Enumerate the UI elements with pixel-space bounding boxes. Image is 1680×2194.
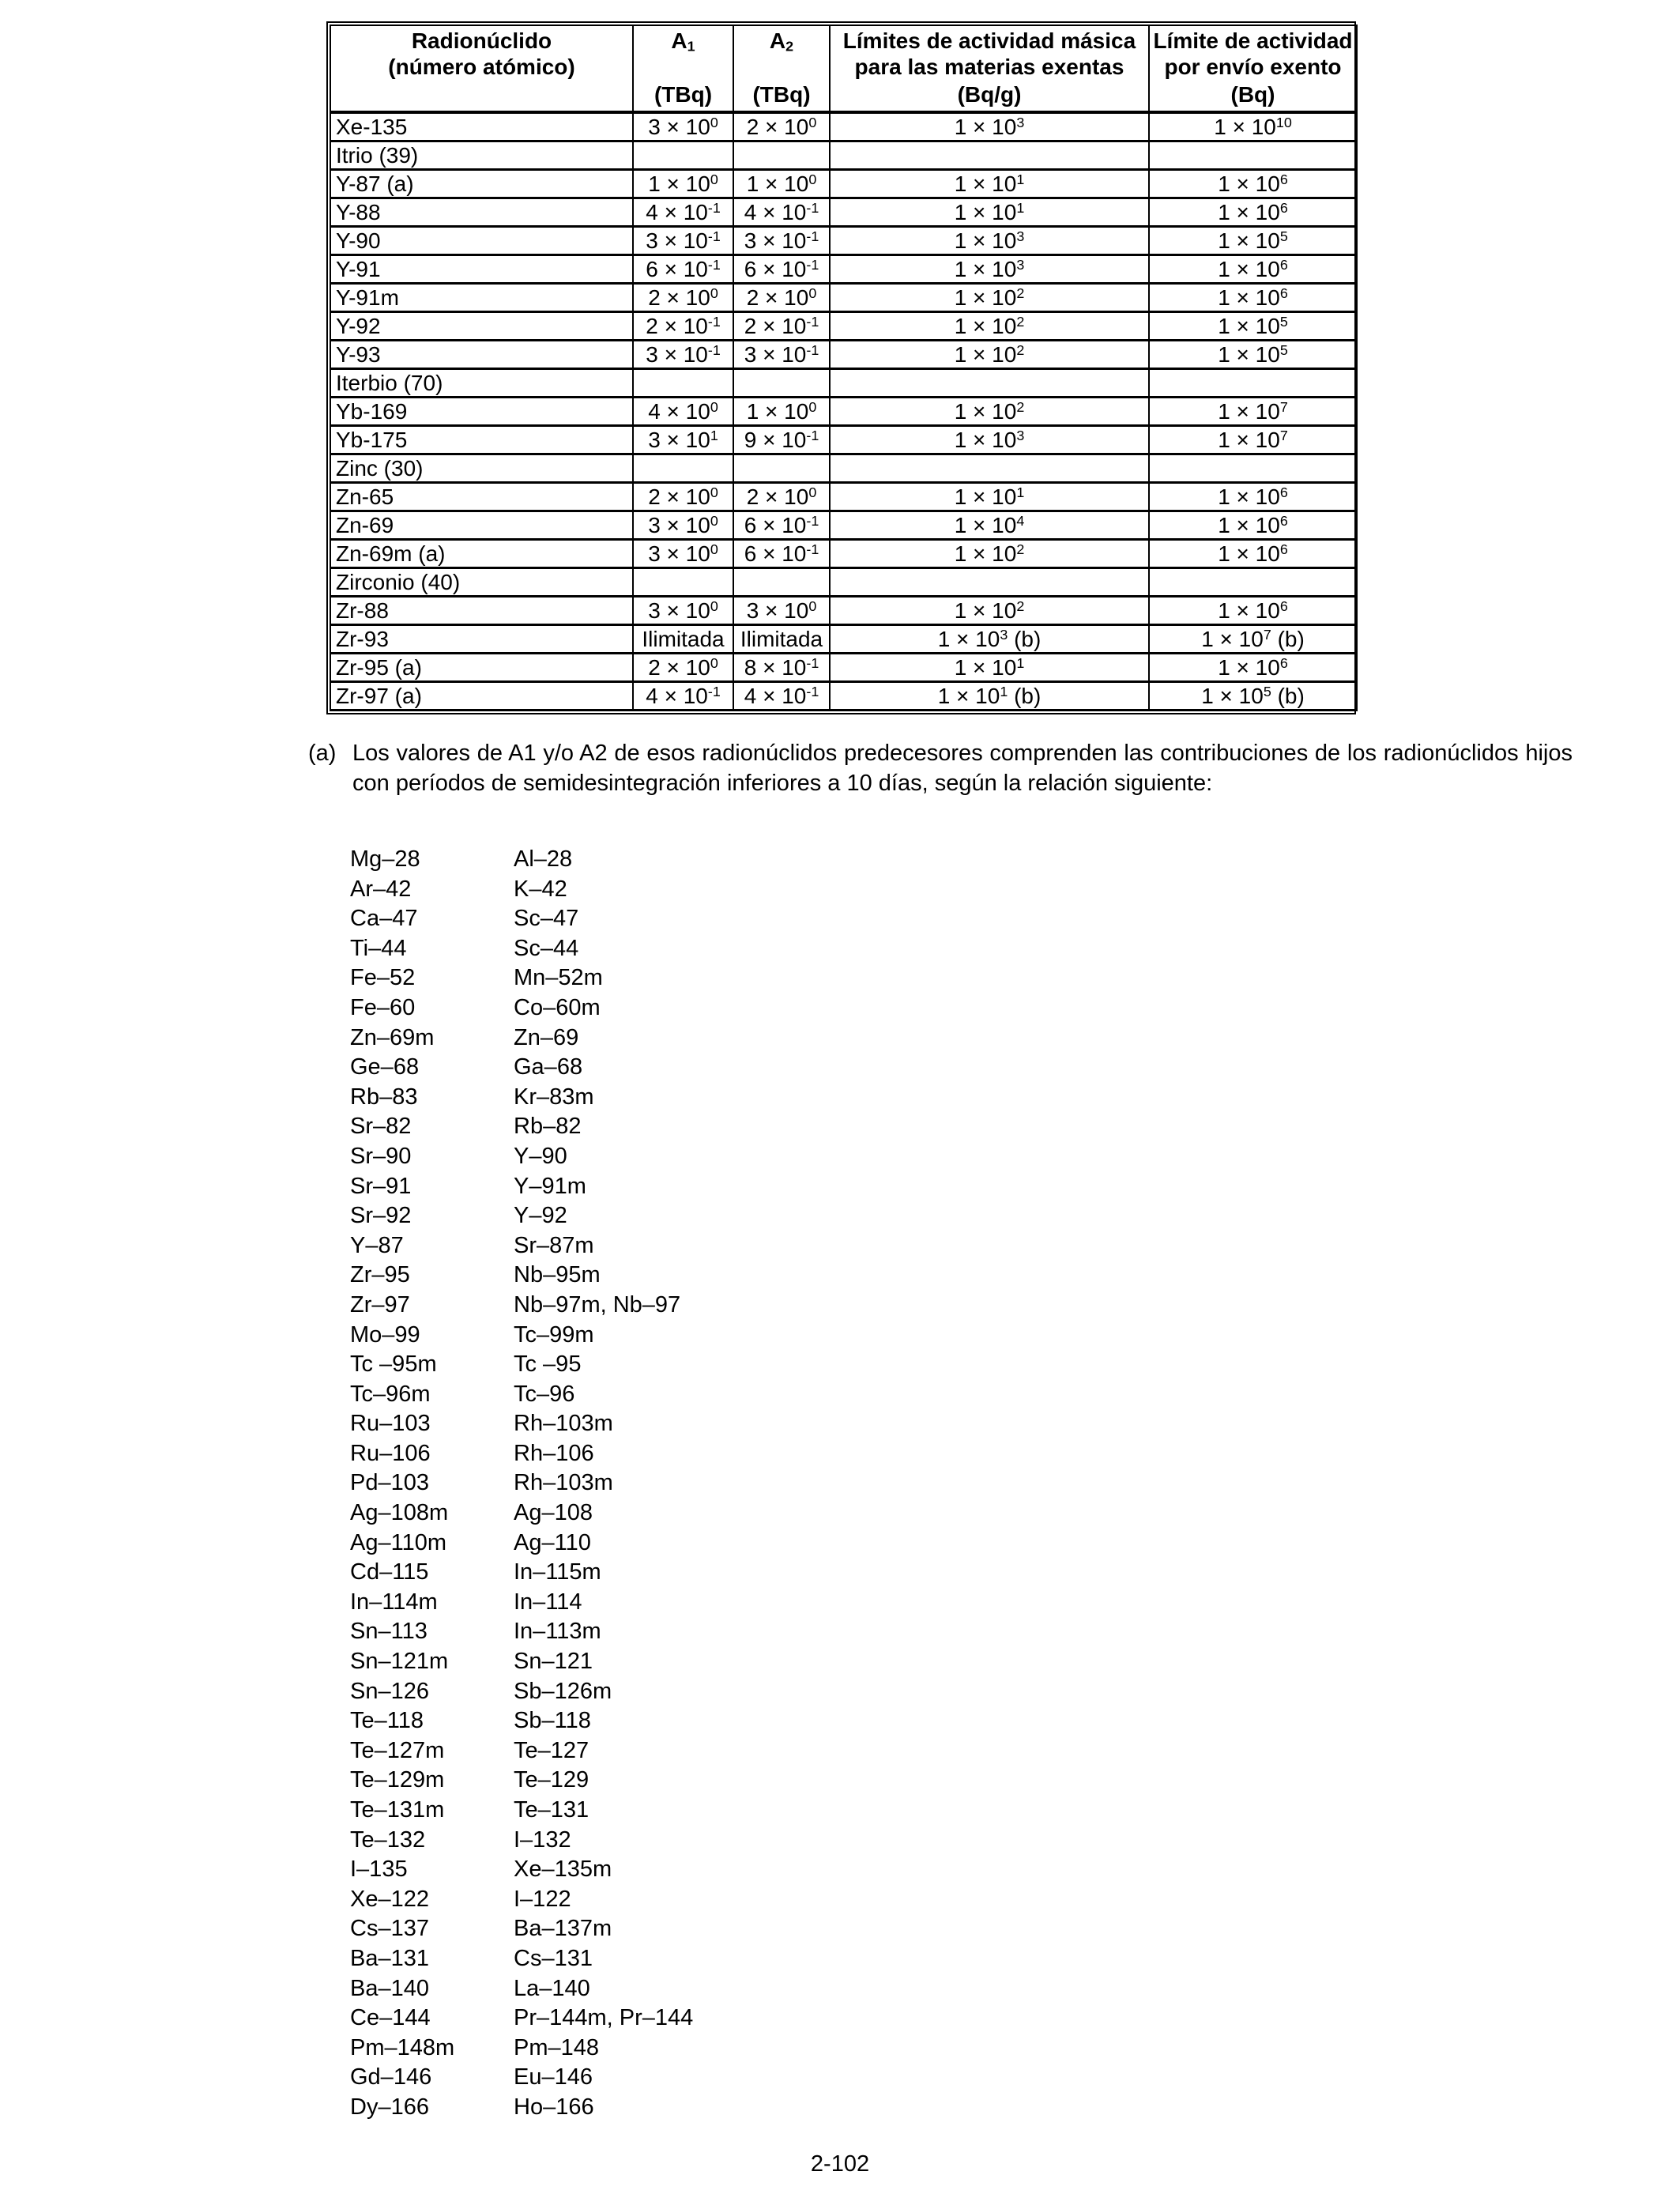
exempt-concentration-cell [830, 369, 1149, 398]
pair-row [350, 1291, 693, 1321]
footnote-label: (a) [308, 741, 337, 766]
daughter-nuclide: In–114 [514, 1589, 582, 1615]
a2-cell: $8 \times 10^{-1}$ [733, 654, 830, 682]
daughter-nuclide: Te–129 [514, 1767, 590, 1793]
parent-nuclide: Xe–122 [350, 1886, 429, 1912]
pair-row [350, 904, 693, 934]
a2-cell: $9 \times 10^{-1}$ [733, 426, 830, 454]
exempt-consignment-cell: $1 \times 10^7$ (b) [1149, 625, 1357, 654]
a1-cell: $2 \times 10^0$ [633, 483, 733, 511]
parent-nuclide: Sr–91 [350, 1173, 412, 1199]
parent-nuclide: Te–127m [350, 1737, 445, 1763]
table-row [330, 227, 1357, 255]
header-exempt-concentration-unit: (Bq/g) [957, 82, 1022, 107]
daughter-nuclide: La–140 [514, 1975, 590, 2001]
header-a1 [633, 25, 733, 112]
a2-cell: $2 \times 10^0$ [733, 284, 830, 312]
daughter-nuclide: Eu–146 [514, 2064, 593, 2090]
exempt-concentration-cell: $1 \times 10^2$ [830, 398, 1149, 426]
exempt-consignment-cell: $1 \times 10^5$ [1149, 227, 1357, 255]
table-row [330, 398, 1357, 426]
pair-row [350, 1885, 693, 1915]
exempt-concentration-cell: $1 \times 10^2$ [830, 284, 1149, 312]
radionuclide-cell: Y-91 [330, 255, 633, 284]
daughter-nuclide: Sc–44 [514, 935, 579, 961]
a1-cell: $1 \times 10^0$ [633, 170, 733, 198]
parent-nuclide: Ru–106 [350, 1440, 431, 1466]
pair-row [350, 1914, 693, 1944]
parent-nuclide: Te–132 [350, 1826, 426, 1853]
exemption-limits-table [326, 21, 1356, 714]
a1-cell [633, 369, 733, 398]
radionuclide-cell: Y-90 [330, 227, 633, 255]
daughter-nuclide: In–115m [514, 1559, 601, 1585]
pair-row [350, 1498, 693, 1529]
radionuclide-cell: Zn-69 [330, 511, 633, 540]
a1-cell: $2 \times 10^0$ [633, 654, 733, 682]
a2-cell: $1 \times 10^0$ [733, 398, 830, 426]
exempt-concentration-cell: $1 \times 10^1$ [830, 170, 1149, 198]
pair-row [350, 1736, 693, 1766]
a2-cell: $1 \times 10^0$ [733, 170, 830, 198]
a2-cell: $3 \times 10^{-1}$ [733, 341, 830, 369]
table-row [330, 426, 1357, 454]
exempt-consignment-cell: $1 \times 10^{10}$ [1149, 112, 1357, 141]
element-group-row [330, 141, 1357, 170]
parent-nuclide: Cs–137 [350, 1916, 429, 1942]
daughter-nuclide: Ho–166 [514, 2094, 594, 2120]
parent-nuclide: Ag–110m [350, 1529, 446, 1555]
parent-nuclide: Sn–126 [350, 1678, 429, 1704]
header-exempt-consignment-line2: por envío exento [1164, 55, 1342, 79]
daughter-nuclide: Nb–95m [514, 1262, 601, 1288]
daughter-nuclide: Xe–135m [514, 1857, 612, 1883]
pair-row [350, 1201, 693, 1231]
parent-nuclide: Mg–28 [350, 846, 420, 872]
daughter-nuclide: Y–90 [514, 1143, 567, 1169]
a2-cell: $4 \times 10^{-1}$ [733, 198, 830, 227]
radionuclide-cell: Xe-135 [330, 112, 633, 141]
pair-row [350, 1083, 693, 1113]
a2-cell: $3 \times 10^0$ [733, 597, 830, 625]
header-a2-unit: (TBq) [752, 82, 811, 107]
table-row [330, 511, 1357, 540]
pair-row [350, 1053, 693, 1083]
parent-nuclide: Te–129m [350, 1767, 445, 1793]
daughter-nuclide: Y–91m [514, 1173, 586, 1199]
a1-cell: $3 \times 10^1$ [633, 426, 733, 454]
pair-row [350, 2063, 693, 2093]
parent-nuclide: Mo–99 [350, 1321, 420, 1348]
radionuclide-cell: Zr-93 [330, 625, 633, 654]
pair-row [350, 1380, 693, 1410]
header-exempt-consignment-line1: Límite de actividad [1153, 28, 1353, 53]
exempt-concentration-cell: $1 \times 10^3$ [830, 227, 1149, 255]
a2-cell [733, 454, 830, 483]
a1-cell: $3 \times 10^0$ [633, 112, 733, 141]
exempt-concentration-cell: $1 \times 10^1$ [830, 654, 1149, 682]
pair-row [350, 2093, 693, 2123]
parent-nuclide: Ge–68 [350, 1054, 420, 1080]
header-exempt-consignment [1149, 25, 1357, 112]
exempt-consignment-cell: $1 \times 10^6$ [1149, 284, 1357, 312]
a1-cell: $2 \times 10^0$ [633, 284, 733, 312]
daughter-nuclide: Pr–144m, Pr–144 [514, 2005, 694, 2031]
a2-cell: $2 \times 10^0$ [733, 112, 830, 141]
a2-cell [733, 568, 830, 597]
pair-row [350, 1112, 693, 1142]
pair-row [350, 2004, 693, 2034]
parent-nuclide: Y–87 [350, 1232, 404, 1258]
exempt-consignment-cell: $1 \times 10^6$ [1149, 255, 1357, 284]
pair-row [350, 1409, 693, 1439]
a2-cell: $2 \times 10^{-1}$ [733, 312, 830, 341]
radionuclide-cell: Zirconio (40) [330, 568, 633, 597]
daughter-nuclide: Zn–69 [514, 1024, 579, 1050]
parent-nuclide: Rb–83 [350, 1084, 418, 1110]
parent-nuclide: Gd–146 [350, 2064, 432, 2090]
pair-row [350, 993, 693, 1023]
pair-row [350, 1796, 693, 1826]
a1-cell: $4 \times 10^{-1}$ [633, 682, 733, 711]
radionuclide-cell: Zn-69m (a) [330, 540, 633, 568]
daughter-nuclide: I–132 [514, 1826, 571, 1853]
parent-nuclide: Pm–148m [350, 2034, 455, 2060]
a1-cell: $4 \times 10^0$ [633, 398, 733, 426]
daughter-nuclide: Ag–108 [514, 1500, 593, 1526]
parent-nuclide: Cd–115 [350, 1559, 429, 1585]
pair-row [350, 1677, 693, 1707]
pair-row [350, 1855, 693, 1885]
exempt-concentration-cell: $1 \times 10^1$ [830, 198, 1149, 227]
parent-nuclide: Ag–108m [350, 1500, 449, 1526]
daughter-nuclide: Sc–47 [514, 906, 579, 932]
a1-cell [633, 141, 733, 170]
page-number: 2-102 [810, 2151, 870, 2177]
a1-cell: Ilimitada [633, 625, 733, 654]
daughter-nuclide: Kr–83m [514, 1084, 594, 1110]
exempt-consignment-cell: $1 \times 10^7$ [1149, 426, 1357, 454]
pair-row [350, 934, 693, 964]
header-exempt-concentration-line1: Límites de actividad másica [842, 28, 1136, 53]
exempt-concentration-cell: $1 \times 10^2$ [830, 540, 1149, 568]
exempt-concentration-cell: $1 \times 10^3$ (b) [830, 625, 1149, 654]
radionuclide-table [330, 25, 1358, 711]
a1-cell [633, 454, 733, 483]
parent-nuclide: Zr–95 [350, 1262, 410, 1288]
daughter-nuclide: Rh–103m [514, 1470, 613, 1496]
exempt-concentration-cell: $1 \times 10^1$ [830, 483, 1149, 511]
header-exempt-consignment-unit: (Bq) [1230, 82, 1275, 107]
table-row [330, 625, 1357, 654]
exempt-concentration-cell [830, 141, 1149, 170]
a2-cell: $6 \times 10^{-1}$ [733, 540, 830, 568]
daughter-nuclide: Sr–87m [514, 1232, 594, 1258]
radionuclide-cell: Zr-88 [330, 597, 633, 625]
header-exempt-concentration [830, 25, 1149, 112]
exempt-consignment-cell: $1 \times 10^6$ [1149, 483, 1357, 511]
header-a1-label: $A_1$ [671, 28, 695, 55]
exempt-concentration-cell: $1 \times 10^1$ (b) [830, 682, 1149, 711]
header-a2-label: $A_2$ [769, 28, 794, 55]
daughter-nuclide: Tc–96 [514, 1381, 575, 1407]
parent-nuclide: Tc–96m [350, 1381, 431, 1407]
daughter-nuclide: Te–127 [514, 1737, 590, 1763]
parent-nuclide: Ba–140 [350, 1975, 429, 2001]
a2-cell: $3 \times 10^{-1}$ [733, 227, 830, 255]
a2-cell: $6 \times 10^{-1}$ [733, 511, 830, 540]
daughter-nuclide: Pm–148 [514, 2034, 600, 2060]
pair-row [350, 1826, 693, 1856]
pair-row [350, 1944, 693, 1974]
pair-row [350, 845, 693, 875]
exempt-consignment-cell: $1 \times 10^5$ [1149, 312, 1357, 341]
parent-nuclide: Sr–92 [350, 1203, 412, 1229]
a1-cell: $3 \times 10^{-1}$ [633, 341, 733, 369]
pair-row [350, 1588, 693, 1618]
table-row [330, 255, 1357, 284]
parent-nuclide: Zn–69m [350, 1024, 435, 1050]
radionuclide-cell: Y-88 [330, 198, 633, 227]
daughter-nuclide: I–122 [514, 1886, 571, 1912]
parent-nuclide: I–135 [350, 1857, 408, 1883]
pair-row [350, 1468, 693, 1498]
pair-row [350, 2034, 693, 2064]
element-group-row [330, 568, 1357, 597]
daughter-nuclide: Ag–110 [514, 1529, 591, 1555]
header-radionuclide-line1: Radionúclido [411, 28, 552, 53]
exempt-consignment-cell: $1 \times 10^6$ [1149, 198, 1357, 227]
radionuclide-cell: Y-92 [330, 312, 633, 341]
a1-cell: $3 \times 10^0$ [633, 540, 733, 568]
daughter-nuclide: Mn–52m [514, 965, 603, 991]
parent-nuclide: Sr–82 [350, 1114, 412, 1140]
parent-nuclide: Ba–131 [350, 1945, 429, 1971]
table-row [330, 284, 1357, 312]
table-row [330, 654, 1357, 682]
parent-nuclide: Te–131m [350, 1797, 445, 1823]
exempt-consignment-cell: $1 \times 10^6$ [1149, 511, 1357, 540]
pair-row [350, 1706, 693, 1736]
parent-nuclide: Te–118 [350, 1708, 424, 1734]
a1-cell: $4 \times 10^{-1}$ [633, 198, 733, 227]
radionuclide-cell: Zinc (30) [330, 454, 633, 483]
radionuclide-cell: Y-93 [330, 341, 633, 369]
exempt-consignment-cell: $1 \times 10^6$ [1149, 540, 1357, 568]
footnote-a [308, 738, 1573, 798]
pair-row [350, 1766, 693, 1796]
header-radionuclide-line2: (número atómico) [388, 55, 575, 79]
header-exempt-concentration-line2: para las materias exentas [854, 55, 1124, 79]
table-row [330, 170, 1357, 198]
pair-row [350, 1321, 693, 1351]
daughter-nuclide: Te–131 [514, 1797, 590, 1823]
exempt-consignment-cell: $1 \times 10^7$ [1149, 398, 1357, 426]
a2-cell: $4 \times 10^{-1}$ [733, 682, 830, 711]
parent-nuclide: Ce–144 [350, 2005, 431, 2031]
a2-cell [733, 141, 830, 170]
parent-nuclide: Fe–52 [350, 965, 416, 991]
daughter-nuclide: Co–60m [514, 994, 601, 1020]
exempt-concentration-cell: $1 \times 10^2$ [830, 341, 1149, 369]
header-a2 [733, 25, 830, 112]
element-group-row [330, 454, 1357, 483]
exempt-concentration-cell: $1 \times 10^2$ [830, 597, 1149, 625]
daughter-nuclide: Rh–103m [514, 1411, 613, 1437]
daughter-nuclide: Rb–82 [514, 1114, 582, 1140]
a1-cell: $6 \times 10^{-1}$ [633, 255, 733, 284]
parent-nuclide: Pd–103 [350, 1470, 429, 1496]
radionuclide-cell: Yb-175 [330, 426, 633, 454]
parent-nuclide: Sn–113 [350, 1619, 428, 1645]
pair-row [350, 1558, 693, 1588]
pair-row [350, 1023, 693, 1054]
daughter-nuclide: Rh–106 [514, 1440, 594, 1466]
header-radionuclide [330, 25, 633, 112]
radionuclide-cell: Zn-65 [330, 483, 633, 511]
pair-row [350, 1231, 693, 1261]
pair-row [350, 1350, 693, 1380]
parent-nuclide: Tc –95m [350, 1351, 437, 1378]
daughter-nuclide: Sn–121 [514, 1649, 593, 1675]
table-row [330, 483, 1357, 511]
exempt-concentration-cell [830, 454, 1149, 483]
exempt-concentration-cell: $1 \times 10^3$ [830, 255, 1149, 284]
parent-nuclide: Ti–44 [350, 935, 407, 961]
exempt-consignment-cell: $1 \times 10^5$ (b) [1149, 682, 1357, 711]
parent-nuclide: Fe–60 [350, 994, 416, 1020]
pair-row [350, 1261, 693, 1291]
table-row [330, 312, 1357, 341]
pair-row [350, 1142, 693, 1172]
a1-cell: $3 \times 10^0$ [633, 511, 733, 540]
exempt-consignment-cell: $1 \times 10^6$ [1149, 170, 1357, 198]
parent-nuclide: Ar–42 [350, 876, 412, 902]
table-row [330, 341, 1357, 369]
radionuclide-cell: Yb-169 [330, 398, 633, 426]
parent-nuclide: Sr–90 [350, 1143, 412, 1169]
header-a1-unit: (TBq) [654, 82, 713, 107]
daughter-nuclide: Tc–99m [514, 1321, 594, 1348]
parent-nuclide: Dy–166 [350, 2094, 429, 2120]
pair-row [350, 1439, 693, 1469]
daughter-nuclide: Sb–118 [514, 1708, 591, 1734]
footnote-text: Los valores de A1 y/o A2 de esos radionúclidos predecesores comprenden las contribuciones de los radionúclidos hijos con períodos de semidesintegración inferiores a 10 días, según la relación siguiente: [352, 741, 1573, 796]
parent-nuclide: Sn–121m [350, 1649, 449, 1675]
pair-row [350, 1647, 693, 1677]
pair-row [350, 1617, 693, 1647]
a1-cell: $2 \times 10^{-1}$ [633, 312, 733, 341]
pair-row [350, 1529, 693, 1559]
table-row [330, 112, 1357, 141]
radionuclide-cell: Y-87 (a) [330, 170, 633, 198]
exempt-consignment-cell [1149, 369, 1357, 398]
exempt-consignment-cell [1149, 568, 1357, 597]
nuclide-pairs-list [350, 845, 693, 2123]
table-row [330, 198, 1357, 227]
parent-nuclide: Ca–47 [350, 906, 418, 932]
a2-cell [733, 369, 830, 398]
exempt-consignment-cell [1149, 141, 1357, 170]
a1-cell: $3 \times 10^0$ [633, 597, 733, 625]
pair-row [350, 1974, 693, 2004]
parent-nuclide: In–114m [350, 1589, 438, 1615]
exempt-consignment-cell: $1 \times 10^6$ [1149, 654, 1357, 682]
daughter-nuclide: Ba–137m [514, 1916, 612, 1942]
radionuclide-cell: Iterbio (70) [330, 369, 633, 398]
exempt-consignment-cell: $1 \times 10^5$ [1149, 341, 1357, 369]
daughter-nuclide: Cs–131 [514, 1945, 593, 1971]
daughter-nuclide: Tc –95 [514, 1351, 582, 1378]
daughter-nuclide: Nb–97m, Nb–97 [514, 1291, 681, 1318]
exempt-concentration-cell: $1 \times 10^3$ [830, 426, 1149, 454]
parent-nuclide: Ru–103 [350, 1411, 431, 1437]
parent-nuclide: Zr–97 [350, 1291, 410, 1318]
exempt-concentration-cell: $1 \times 10^3$ [830, 112, 1149, 141]
exempt-concentration-cell [830, 568, 1149, 597]
daughter-nuclide: In–113m [514, 1619, 601, 1645]
pair-row [350, 963, 693, 993]
exempt-concentration-cell: $1 \times 10^4$ [830, 511, 1149, 540]
radionuclide-cell: Zr-95 (a) [330, 654, 633, 682]
pair-row [350, 1172, 693, 1202]
a2-cell: $2 \times 10^0$ [733, 483, 830, 511]
exempt-consignment-cell [1149, 454, 1357, 483]
daughter-nuclide: Y–92 [514, 1203, 567, 1229]
daughter-nuclide: Al–28 [514, 846, 573, 872]
daughter-nuclide: Ga–68 [514, 1054, 583, 1080]
a2-cell: Ilimitada [733, 625, 830, 654]
daughter-nuclide: K–42 [514, 876, 567, 902]
daughter-nuclide: Sb–126m [514, 1678, 612, 1704]
a1-cell [633, 568, 733, 597]
exempt-consignment-cell: $1 \times 10^6$ [1149, 597, 1357, 625]
table-row [330, 597, 1357, 625]
element-group-row [330, 369, 1357, 398]
a2-cell: $6 \times 10^{-1}$ [733, 255, 830, 284]
table-row [330, 682, 1357, 711]
radionuclide-cell: Y-91m [330, 284, 633, 312]
exempt-concentration-cell: $1 \times 10^2$ [830, 312, 1149, 341]
radionuclide-cell: Zr-97 (a) [330, 682, 633, 711]
table-header-row [330, 25, 1357, 112]
a1-cell: $3 \times 10^{-1}$ [633, 227, 733, 255]
pair-row [350, 875, 693, 905]
table-row [330, 540, 1357, 568]
radionuclide-cell: Itrio (39) [330, 141, 633, 170]
